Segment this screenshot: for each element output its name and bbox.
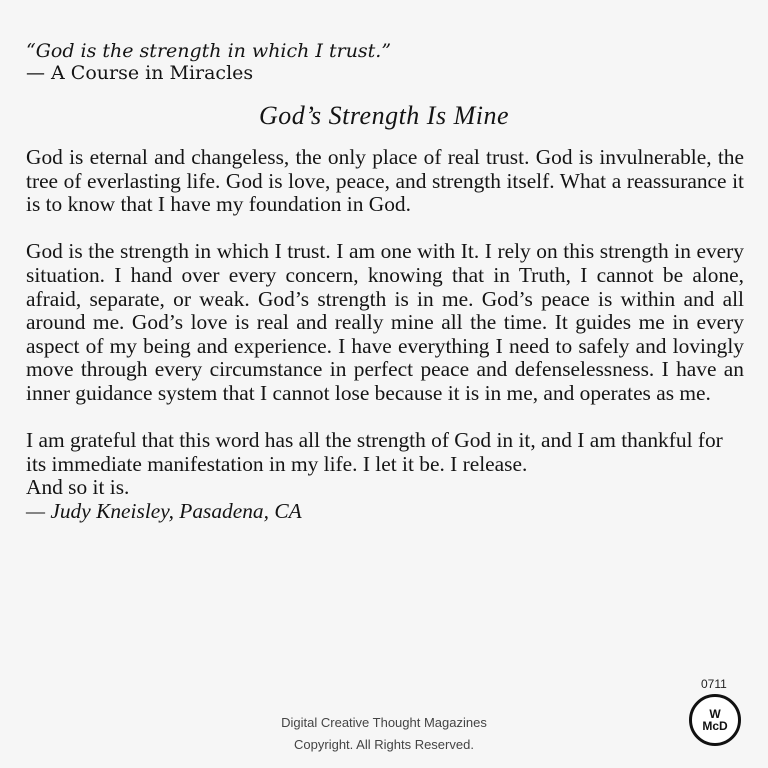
footer-publisher: Digital Creative Thought Magazines [281,715,487,730]
logo-line-2: McD [702,719,728,733]
closing-line: And so it is. [26,475,130,500]
footer-copyright: Copyright. All Rights Reserved. [294,737,474,752]
paragraph-2: God is the strength in which I trust. I am one with It. I rely on this strength in every situation. I hand over every concern, knowing that in Truth, I cannot be alone, afraid, separate, or weak. God’s strength is in me. God’s peace is within and all around me. God’s love is real and really mine all the time. It guides me in every aspect of my being and experience. I have everything I need to safely and lovingly move through every circumstance in perfect peace and defenselessness. I have an inner guidance system that I cannot lose because it is in me, and operates as me. [26,239,744,405]
article-body [26,146,744,524]
page-title: God’s Strength Is Mine [258,101,510,130]
paragraph-3: I am grateful that this word has all the strength of God in it, and I am thankful for its immediate manifestation in my life. I let it be. I release. [26,428,723,476]
issue-code: 0711 [701,677,727,691]
logo-line-1: W [709,707,721,721]
quote-source: — A Course in Miracles [26,62,254,84]
footer [0,712,768,756]
opening-quote [26,40,391,84]
author-signature: — Judy Kneisley, Pasadena, CA [26,498,302,523]
quote-text: “God is the strength in which I trust.” [26,40,392,62]
paragraph-1: God is eternal and changeless, the only place of real trust. God is invulnerable, the tree of everlasting life. God is love, peace, and strength itself. What a reassurance it is to know that I have my foundation in God. [26,145,744,217]
